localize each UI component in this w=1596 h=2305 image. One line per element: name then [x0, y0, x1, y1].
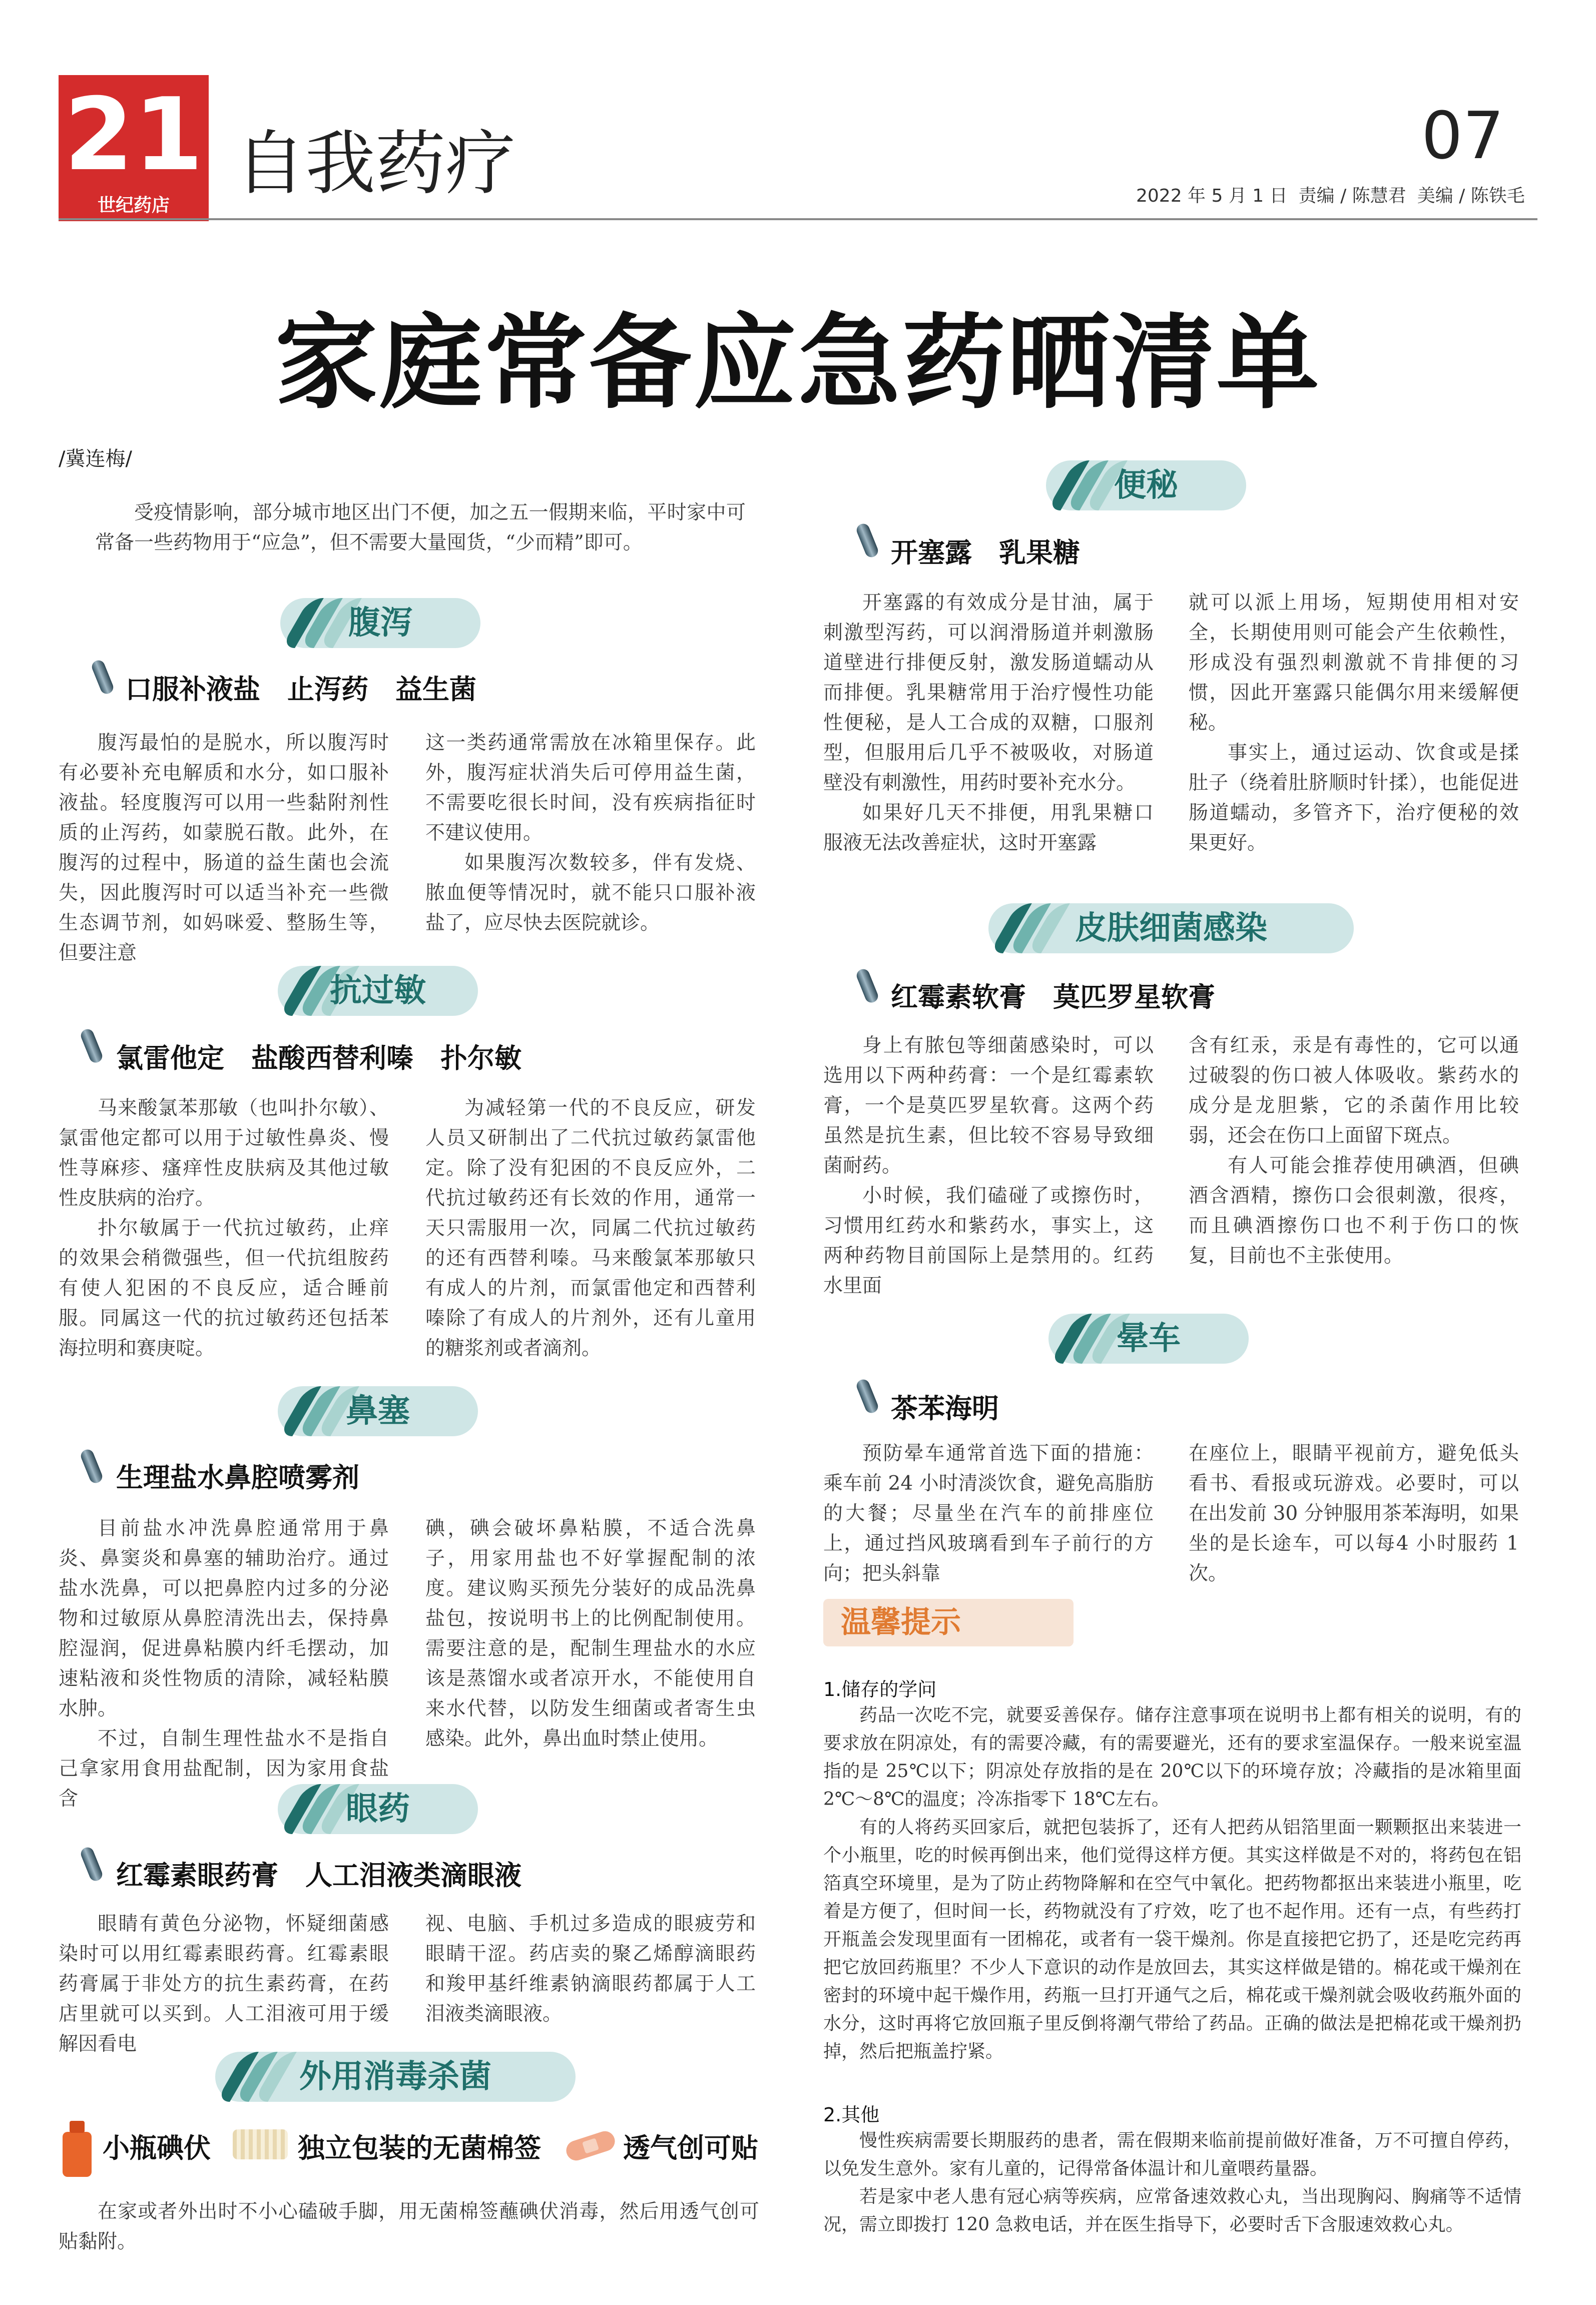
nasal-col1 [59, 1514, 389, 1814]
cotton-swab-icon [233, 2129, 288, 2159]
allergy-col1 [59, 1093, 389, 1364]
intro-text: 受疫情影响，部分城市地区出门不便，加之五一假期来临，平时家中可常备一些药物用于“应急”，但不需要大量囤货，“少而精”即可。 [95, 501, 746, 554]
allergy-text-3: 为减轻第一代的不良反应，研发人员又研制出了二代抗过敏药氯雷他定。除了没有犯困的不良反应外，二代抗过敏药还有长效的作用，通常一天只需服用一次，同属二代抗过敏药的还有西替利嗪。马来酸氯苯那敏只有成人的片剂，而氯雷他定和西替利嗪除了有成人的片剂外，还有儿童用的糖浆剂或者滴剂。 [425, 1097, 756, 1360]
pen-icon [855, 522, 880, 559]
drug-list-eye: 红霉素眼药膏 人工泪液类滴眼液 [116, 1860, 521, 1891]
motion-col1 [823, 1439, 1154, 1589]
nasal-text-3: 碘，碘会破坏鼻粘膜，不适合洗鼻子，用家用盐也不好掌握配制的浓度。建议购买预先分装好的成品洗鼻盐包，按说明书上的比例配制使用。需要注意的是，配制生理盐水的水应该是蒸馏水或者凉开水，不能使用自来水代替，以防发生细菌或者寄生虫感染。此外，鼻出血时禁止使用。 [425, 1517, 756, 1750]
tip-heading-other: 2.其他 [823, 2104, 880, 2126]
tip-heading-storage: 1.储存的学问 [823, 1678, 937, 1700]
section-pill-skin [988, 903, 1354, 953]
section-title-skin: 皮肤细菌感染 [1075, 910, 1267, 947]
item-bandage: 透气创可贴 [623, 2132, 758, 2164]
constipation-col2 [1189, 588, 1519, 858]
section-title-motion: 晕车 [1117, 1320, 1181, 1357]
drug-list-motion: 茶苯海明 [891, 1393, 999, 1424]
pen-icon [855, 967, 880, 1005]
pen-icon [79, 1846, 104, 1883]
constipation-text-4: 事实上，通过运动、饮食或是揉肚子（绕着肚脐顺时针揉），也能促进肠道蠕动，多管齐下，治疗便秘的效果更好。 [1189, 742, 1519, 854]
section-title-constipation: 便秘 [1114, 467, 1178, 504]
section-title-disinfect: 外用消毒杀菌 [299, 2058, 491, 2095]
motion-text-2: 在座位上，眼睛平视前方，避免低头看书、看报或玩游戏。必要时，可以在出发前 30 分钟服用茶苯海明，如果坐的是长途车，可以每4 小时服药 1 次。 [1189, 1442, 1519, 1585]
skin-text-2: 小时候，我们磕碰了或擦伤时，习惯用红药水和紫药水，事实上，这两种药物目前国际上是禁用的。红药水里面 [823, 1185, 1154, 1297]
item-cotton-swab: 独立包装的无菌棉签 [298, 2132, 541, 2164]
eye-text-2: 视、电脑、手机过多造成的眼疲劳和眼睛干涩。药店卖的聚乙烯醇滴眼药和羧甲基纤维素钠滴眼药都属于人工泪液类滴眼液。 [425, 1913, 756, 2025]
section-pill-nasal [278, 1386, 478, 1436]
drug-list-nasal: 生理盐水鼻腔喷雾剂 [116, 1462, 359, 1493]
diarrhea-col1 [59, 728, 389, 968]
section-pill-motion [1048, 1314, 1249, 1364]
diarrhea-text-3: 如果腹泻次数较多，伴有发烧、脓血便等情况时，就不能只口服补液盐了，应尽快去医院就诊。 [425, 852, 756, 934]
eye-text-1: 眼睛有黄色分泌物，怀疑细菌感染时可以用红霉素眼药膏。红霉素眼药膏属于非处方的抗生素药膏，在药店里就可以买到。人工泪液可用于缓解因看电 [59, 1913, 389, 2055]
diarrhea-col2 [425, 728, 756, 938]
drug-list-skin: 红霉素软膏 莫匹罗星软膏 [891, 981, 1215, 1013]
disinfect-text: 在家或者外出时不小心磕破手脚，用无菌棉签蘸碘伏消毒，然后用透气创可贴黏附。 [59, 2200, 759, 2253]
drug-list-diarrhea: 口服补液盐 止泻药 益生菌 [125, 674, 476, 705]
pen-icon [79, 1448, 104, 1485]
diarrhea-text-1: 腹泻最怕的是脱水，所以腹泻时有必要补充电解质和水分，如口服补液盐。轻度腹泻可以用一些黏附剂性质的止泻药，如蒙脱石散。此外，在腹泻的过程中，肠道的益生菌也会流失，因此腹泻时可以适当补充一些微生态调节剂，如妈咪爱、整肠生等，但要注意 [59, 732, 389, 964]
section-title: 自我药疗 [235, 123, 516, 205]
tip-other-body [823, 2127, 1521, 2239]
skin-col1 [823, 1031, 1154, 1301]
designer-credit: 美编 / 陈铁毛 [1417, 186, 1525, 206]
tips-title: 温馨提示 [841, 1605, 961, 1640]
date-line [1136, 182, 1536, 207]
tip-text-2: 有的人将药买回家后，就把包装拆了，还有人把药从铝箔里面一颗颗抠出来装进一个小瓶里，吃的时候再倒出来，他们觉得这样方便。其实这样做是不对的，将药包在铝箔真空环境里，是为了防止药物降解和在空气中氧化。把药物都抠出来装进小瓶里，吃着是方便了，但时间一长，药物就没有了疗效，吃了也不起作用。还有一点，有些药打开瓶盖会发现里面有一团棉花，或者有一袋干燥剂。你是直接把它扔了，还是吃完药再把它放回药瓶里？不少人下意识的动作是放回去，其实这样做是错的。棉花或干燥剂在密封的环境中起干燥作用，药瓶一旦打开通气之后，棉花或干燥剂就会吸收药瓶外面的水分，这时再将它放回瓶子里反倒将潮气带给了药品。正确的做法是把棉花或干燥剂扔掉，然后把瓶盖拧紧。 [823, 1817, 1521, 2062]
section-pill-disinfect [215, 2052, 576, 2102]
byline: /冀连梅/ [59, 447, 132, 470]
page-number: 07 [1421, 98, 1504, 174]
constipation-text-1: 开塞露的有效成分是甘油，属于刺激型泻药，可以润滑肠道并刺激肠道壁进行排便反射，激发肠道蠕动从而排便。乳果糖常用于治疗慢性功能性便秘，是人工合成的双糖，口服剂型，但服用后几乎不被吸收，对肠道壁没有刺激性，用药时要补充水分。 [823, 592, 1154, 794]
pen-icon [90, 659, 115, 696]
pen-icon [79, 1027, 104, 1065]
section-title-eye: 眼药 [346, 1791, 410, 1828]
disinfect-text-block [59, 2197, 759, 2257]
constipation-col1 [823, 588, 1154, 858]
skin-text-3: 含有红汞，汞是有毒性的，它可以通过破裂的伤口被人体吸收。紫药水的成分是龙胆紫，它的杀菌作用比较弱，还会在伤口上面留下斑点。 [1189, 1034, 1519, 1147]
section-title-diarrhea: 腹泻 [348, 605, 412, 642]
newspaper-logo [59, 75, 209, 221]
logo-text: 世纪药店 [97, 195, 170, 216]
nasal-text-2: 不过，自制生理性盐水不是指自己拿家用食用盐配制，因为家用食盐含 [59, 1727, 389, 1810]
tip-storage-body [823, 1701, 1521, 2066]
tip-text-3: 慢性疾病需要长期服药的患者，需在假期来临前提前做好准备，万不可擅自停药，以免发生意外。家有儿童的，记得常备体温计和儿童喂药量器。 [823, 2130, 1521, 2179]
section-pill-allergy [278, 966, 478, 1016]
nasal-col2 [425, 1514, 756, 1754]
editor-credit: 责编 / 陈慧君 [1298, 186, 1406, 206]
eye-col1 [59, 1909, 389, 2059]
intro-paragraph [95, 498, 746, 558]
drug-list-constipation: 开塞露 乳果糖 [891, 537, 1080, 568]
section-title-allergy: 抗过敏 [330, 972, 426, 1009]
skin-col2 [1189, 1031, 1519, 1271]
allergy-col2 [425, 1093, 756, 1364]
header-divider [59, 218, 1537, 220]
drug-list-allergy: 氯雷他定 盐酸西替利嗪 扑尔敏 [116, 1042, 521, 1074]
section-pill-eye [278, 1784, 478, 1834]
section-title-nasal: 鼻塞 [346, 1393, 410, 1430]
tip-text-4: 若是家中老人患有冠心病等疾病，应常备速效救心丸，当出现胸闷、胸痛等不适情况，需立即拨打 120 急救电话，并在医生指导下，必要时舌下含服速效救心丸。 [823, 2186, 1521, 2235]
allergy-text-1: 马来酸氯苯那敏（也叫扑尔敏）、氯雷他定都可以用于过敏性鼻炎、慢性荨麻疹、瘙痒性皮肤病及其他过敏性皮肤病的治疗。 [59, 1097, 389, 1210]
motion-col2 [1189, 1439, 1519, 1589]
section-pill-constipation [1046, 460, 1246, 510]
constipation-text-3: 就可以派上用场，短期使用相对安全，长期使用则可能会产生依赖性，形成没有强烈刺激就不肯排便的习惯，因此开塞露只能偶尔用来缓解便秘。 [1189, 592, 1519, 734]
item-iodine: 小瓶碘伏 [103, 2132, 211, 2164]
motion-text-1: 预防晕车通常首选下面的措施：乘车前 24 小时清淡饮食，避免高脂肪的大餐；尽量坐在汽车的前排座位上，通过挡风玻璃看到车子前行的方向；把头斜靠 [823, 1442, 1154, 1585]
constipation-text-2: 如果好几天不排便，用乳果糖口服液无法改善症状，这时开塞露 [823, 802, 1154, 854]
nasal-text-1: 目前盐水冲洗鼻腔通常用于鼻炎、鼻窦炎和鼻塞的辅助治疗。通过盐水洗鼻，可以把鼻腔内过多的分泌物和过敏原从鼻腔清洗出去，保持鼻腔湿润，促进鼻粘膜内纤毛摆动，加速粘液和炎性物质的清除，减轻粘膜水肿。 [59, 1517, 389, 1720]
logo-number: 21 [64, 77, 204, 193]
skin-text-4: 有人可能会推荐使用碘酒，但碘酒含酒精，擦伤口会很刺激，很疼，而且碘酒擦伤口也不利于伤口的恢复，目前也不主张使用。 [1189, 1155, 1519, 1267]
skin-text-1: 身上有脓包等细菌感染时，可以选用以下两种药膏：一个是红霉素软膏，一个是莫匹罗星软膏。这两个药虽然是抗生素，但比较不容易导致细菌耐药。 [823, 1034, 1154, 1177]
tip-text-1: 药品一次吃不完，就要妥善保存。储存注意事项在说明书上都有相关的说明，有的要求放在阴凉处，有的需要冷藏，有的需要避光，还有的要求室温保存。一般来说室温指的是 25℃以下；阴凉处存放指的是在 20℃以下的环境存放；冷藏指的是冰箱里面 2℃～8℃的温度；冷冻指零下 18℃左右。 [823, 1705, 1521, 1810]
section-pill-diarrhea [280, 598, 480, 648]
bandage-icon [564, 2129, 617, 2163]
pen-icon [855, 1378, 880, 1415]
iodine-bottle-icon [63, 2132, 92, 2177]
headline: 家庭常备应急药晒清单 [275, 303, 1321, 423]
issue-date: 2022 年 5 月 1 日 [1136, 186, 1288, 206]
allergy-text-2: 扑尔敏属于一代抗过敏药，止痒的效果会稍微强些，但一代抗组胺药有使人犯困的不良反应，适合睡前服。同属这一代的抗过敏药还包括苯海拉明和赛庚啶。 [59, 1217, 389, 1360]
eye-col2 [425, 1909, 756, 2029]
diarrhea-text-2: 这一类药通常需放在冰箱里保存。此外，腹泻症状消失后可停用益生菌，不需要吃很长时间，没有疾病指征时不建议使用。 [425, 732, 756, 844]
